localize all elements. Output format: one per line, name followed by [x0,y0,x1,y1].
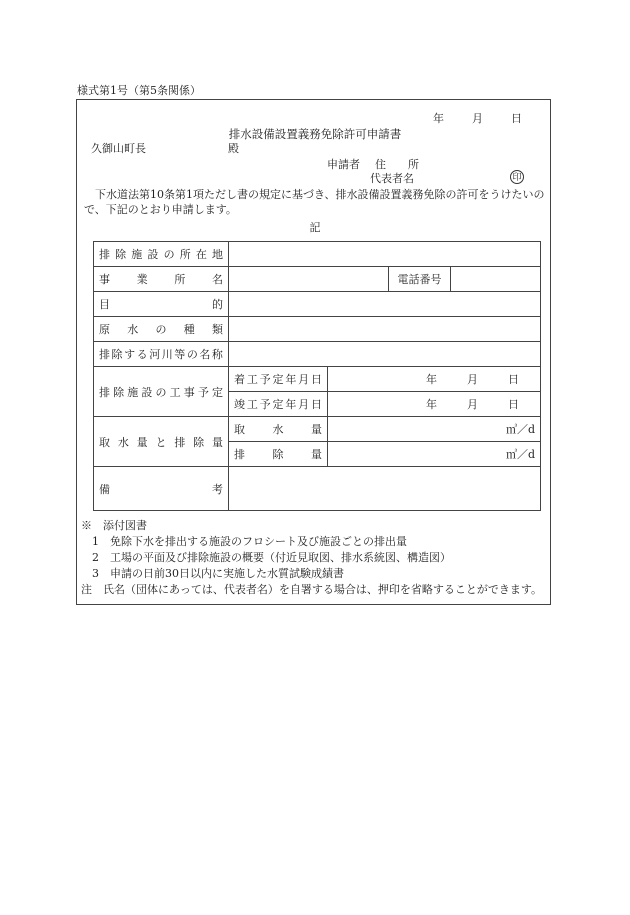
start-month: 月 [467,373,478,386]
schedule-text: 排 除 施 設 の 工 事 予 定 [99,385,223,399]
discharge-unit: ㎥／d [505,448,535,461]
raw-water-field[interactable] [229,317,541,342]
schedule-label [94,367,229,417]
purpose-text: 目 的 [99,298,223,311]
start-date-field[interactable] [328,367,541,392]
end-date-field[interactable] [328,392,541,417]
date-month: 月 [472,112,483,125]
volume-text: 取 水 量 と 排 除 量 [99,435,223,449]
table-row [94,267,541,292]
applicant-label: 申請者 [327,158,360,171]
table-row [94,367,541,392]
end-day: 日 [508,398,519,411]
purpose-label [94,292,229,317]
end-year: 年 [426,398,437,411]
table-row [94,417,541,442]
attachment-item: 3 申請の日前30日以内に実施した水質試験成績書 [92,567,344,580]
end-date-label [229,392,328,417]
signature-note: 注 氏名（団体にあっては、代表者名）を自署する場合は、押印を省略することができます。 [81,583,543,596]
river-field[interactable] [229,342,541,367]
start-year: 年 [426,373,437,386]
table-row [94,467,541,511]
table-row [94,342,541,367]
intake-unit: ㎥／d [505,423,535,436]
remarks-label [94,467,229,511]
location-label [94,242,229,267]
end-month: 月 [467,398,478,411]
discharge-text: 排 除 量 [234,448,322,461]
discharge-label [229,442,328,467]
date-year: 年 [433,112,444,125]
remarks-text: 備 考 [99,482,223,496]
table-row [94,242,541,267]
date-day: 日 [511,112,522,125]
phone-label: 電話番号 [389,267,451,292]
river-text: 排 除 す る 河 川 等 の 名 称 [99,348,223,361]
office-field[interactable] [229,267,389,292]
remarks-field[interactable] [229,467,541,511]
raw-water-label [94,317,229,342]
river-label [94,342,229,367]
application-table [93,241,541,511]
intake-text: 取 水 量 [234,423,322,436]
representative-label: 代表者名 [370,172,414,185]
purpose-field[interactable] [229,292,541,317]
addressee: 久御山町長 [91,142,146,155]
ki-heading: 記 [309,221,321,234]
office-text: 事 業 所 名 [99,273,223,286]
document-title: 排水設備設置義務免除許可申請書 [228,127,402,141]
attachment-item: 2 工場の平面及び排除施設の概要（付近見取図、排水系統図、構造図） [92,551,451,564]
start-day: 日 [508,373,519,386]
start-date-text: 着 工 予 定 年 月 日 [234,373,322,386]
location-field[interactable] [229,242,541,267]
attachment-item: 1 免除下水を排出する施設のフロシート及び施設ごとの排出量 [92,535,407,548]
body-text: 下水道法第10条第1項ただし書の規定に基づき、排水設備設置義務免除の許可をうけたいので、下記のとおり申請します。 [84,188,545,216]
location-text: 排 除 施 設 の 所 在 地 [99,248,223,261]
intake-field[interactable] [328,417,541,442]
table-row [94,317,541,342]
date-line [433,112,522,126]
raw-water-text: 原 水 の 種 類 [99,323,223,336]
intake-label [229,417,328,442]
table-row [94,292,541,317]
start-date-label [229,367,328,392]
addressee-honorific: 殿 [228,142,239,155]
attachments-title: ※ 添付図書 [81,519,147,532]
office-label [94,267,229,292]
phone-field[interactable] [451,267,541,292]
seal-mark: 印 [510,170,524,184]
address-label: 住 所 [375,158,419,171]
form-number-label: 様式第1号（第5条関係） [77,84,201,97]
discharge-field[interactable] [328,442,541,467]
end-date-text: 竣 工 予 定 年 月 日 [234,398,322,411]
volume-label [94,417,229,467]
